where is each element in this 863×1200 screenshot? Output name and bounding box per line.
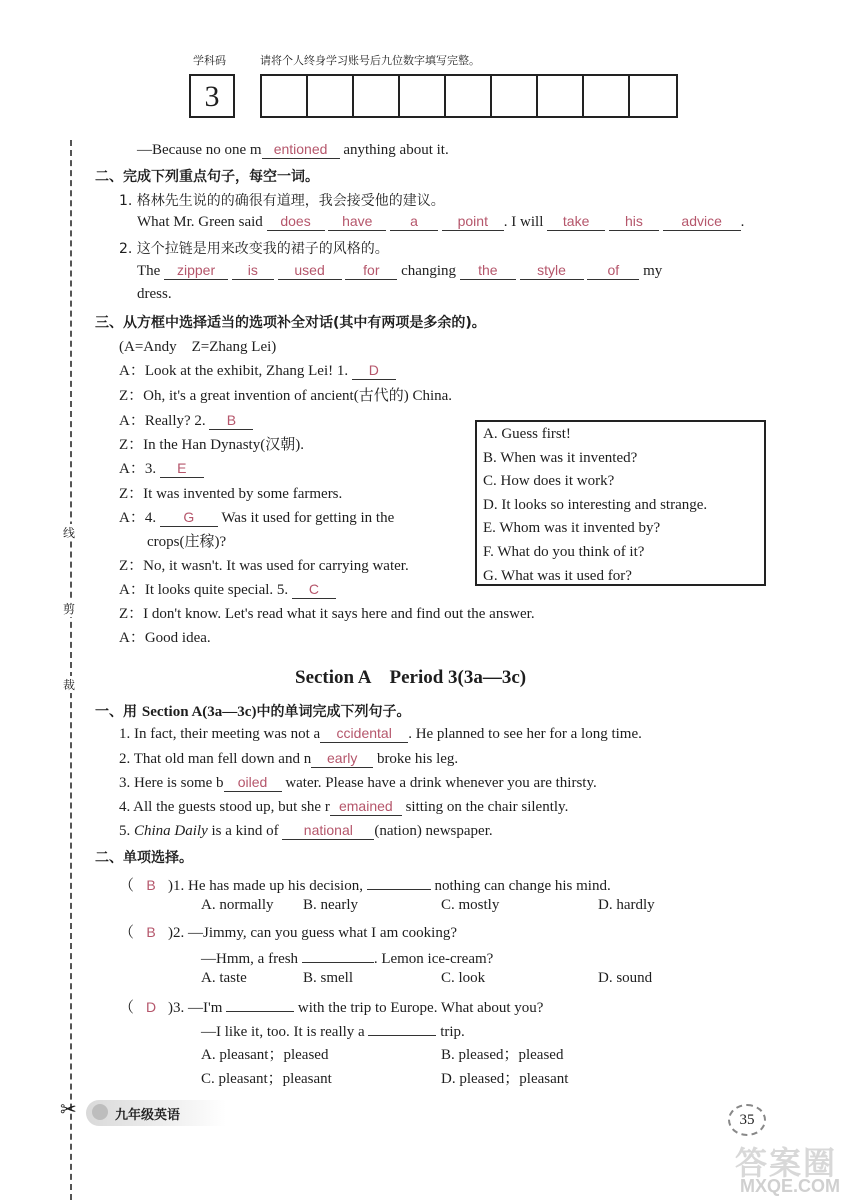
answer-blank: style bbox=[520, 262, 584, 280]
answer-blank: zipper bbox=[164, 262, 228, 280]
mc-q3-opt-a: A. pleasant；pleased bbox=[201, 1047, 329, 1063]
mc-stem: —Hmm, a fresh bbox=[201, 951, 299, 967]
dialog-line-6: Z：It was invented by some farmers. bbox=[119, 486, 343, 502]
part2-q2-zh: 2. 这个拉链是用来改变我的裙子的风格的。 bbox=[119, 241, 389, 257]
answer-blank: a bbox=[390, 213, 438, 231]
mc-q2-opt-d: D. sound bbox=[598, 970, 653, 986]
margin-label-xian: 线 bbox=[63, 526, 76, 540]
mc-q2-cont bbox=[201, 945, 493, 968]
q2-mid: changing bbox=[401, 263, 457, 279]
mc-answer: B bbox=[146, 877, 156, 893]
mc-q3-opt-c: C. pleasant；pleasant bbox=[201, 1071, 332, 1087]
s1-item-1 bbox=[119, 725, 642, 743]
answer-blank bbox=[226, 994, 294, 1012]
answer-blank: C bbox=[292, 581, 336, 599]
answer-blank: B bbox=[209, 412, 253, 430]
item-text: water. Please have a drink whenever you are thirsty. bbox=[285, 775, 597, 791]
margin-label-cai: 裁 bbox=[63, 678, 76, 692]
dialog-text: A：It looks quite special. 5. bbox=[119, 582, 289, 598]
mc-q1-opt-d: D. hardly bbox=[598, 897, 655, 913]
dialog-line-4: Z：In the Han Dynasty(汉朝). bbox=[119, 437, 304, 453]
item-italic: China Daily bbox=[134, 823, 208, 839]
item-text: 4. All the guests stood up, but she r bbox=[119, 799, 330, 815]
option-g: G. What was it used for? bbox=[483, 567, 632, 584]
dialog-text: A：Really? 2. bbox=[119, 413, 206, 429]
dialog-text: A：Look at the exhibit, Zhang Lei! 1. bbox=[119, 363, 349, 379]
answer-blank: for bbox=[345, 262, 397, 280]
mc-stem: with the trip to Europe. What about you? bbox=[297, 1000, 544, 1016]
digit-box[interactable] bbox=[538, 76, 584, 116]
part2-title: 二、完成下列重点句子，每空一词。 bbox=[95, 169, 319, 185]
mc-q2: （ B )2. —Jimmy, can you guess what I am cooking? bbox=[119, 924, 457, 941]
answer-blank bbox=[368, 1018, 436, 1036]
item-text: 1. In fact, their meeting was not a bbox=[119, 726, 321, 742]
subject-code-box bbox=[189, 74, 235, 118]
answer-blank: of bbox=[587, 262, 639, 280]
mc-answer: D bbox=[145, 999, 157, 1015]
footer-book-title: 九年级英语 bbox=[115, 1108, 181, 1123]
section-title: Section A Period 3(3a—3c) bbox=[295, 667, 527, 688]
dialog-line-12: A：Good idea. bbox=[119, 630, 211, 646]
answer-blank: his bbox=[609, 213, 659, 231]
q1-prefix: What Mr. Green said bbox=[137, 214, 263, 230]
mc-q1-opt-a: A. normally bbox=[201, 897, 274, 913]
mc-q1: （ B )1. He has made up his decision, nothing can change his mind. bbox=[119, 872, 611, 895]
option-d: D. It looks so interesting and strange. bbox=[483, 496, 708, 513]
subject-code-label: 学科码 bbox=[193, 54, 226, 67]
answer-blank: national bbox=[282, 822, 374, 840]
s1-item-4 bbox=[119, 798, 568, 816]
answer-blank: have bbox=[328, 213, 386, 231]
q1-end: . bbox=[740, 214, 745, 230]
dialog-line-11: Z：I don't know. Let's read what it says here and find out the answer. bbox=[119, 606, 535, 622]
mc-stem: . Lemon ice-cream? bbox=[373, 951, 494, 967]
dialog-line-1 bbox=[119, 359, 396, 380]
mc-q3-opt-b: B. pleased；pleased bbox=[441, 1047, 564, 1063]
option-a: A. Guess first! bbox=[483, 426, 571, 442]
item-text: 5. bbox=[119, 823, 134, 839]
s1-item-3 bbox=[119, 774, 597, 792]
answer-blank: early bbox=[311, 750, 373, 768]
part3-title: 三、从方框中选择适当的选项补全对话(其中有两项是多余的)。 bbox=[95, 315, 486, 331]
answer-blank: D bbox=[352, 362, 396, 380]
answer-blank: ccidental bbox=[320, 725, 408, 743]
options-box bbox=[475, 420, 766, 586]
subject-code-value: 3 bbox=[204, 80, 220, 113]
answer-blank: used bbox=[278, 262, 342, 280]
option-f: F. What do you think of it? bbox=[483, 543, 645, 560]
mc-q3-opt-d: D. pleased；pleasant bbox=[441, 1071, 569, 1087]
answer-blank: take bbox=[547, 213, 605, 231]
dialog-line-8: crops(庄稼)? bbox=[147, 534, 227, 550]
answer-blank: point bbox=[442, 213, 504, 231]
account-digit-boxes[interactable] bbox=[260, 74, 678, 118]
mc-q3: （ D )3. —I'm with the trip to Europe. What about you? bbox=[119, 994, 543, 1017]
part2-q1-en bbox=[137, 213, 744, 231]
q1-mid: . I will bbox=[503, 214, 544, 230]
answer-blank: the bbox=[460, 262, 516, 280]
watermark-logo: 答案圈 bbox=[735, 1144, 838, 1182]
option-c: C. How does it work? bbox=[483, 473, 615, 490]
cut-line-upper bbox=[70, 140, 72, 1200]
digit-box[interactable] bbox=[446, 76, 492, 116]
s1-title bbox=[95, 701, 410, 721]
s1-title-pre: 一、用 bbox=[95, 704, 142, 720]
dialog-line-9: Z：No, it wasn't. It was used for carrying water. bbox=[119, 558, 409, 574]
part2-q1-zh: 1. 格林先生说的的确很有道理，我会接受他的建议。 bbox=[119, 193, 445, 209]
q2-prefix: The bbox=[137, 263, 161, 279]
part3-roles: (A=Andy Z=Zhang Lei) bbox=[119, 339, 277, 355]
digit-box[interactable] bbox=[630, 76, 676, 116]
answer-blank: advice bbox=[663, 213, 741, 231]
mc-stem: )3. —I'm bbox=[168, 1000, 223, 1016]
part2-q2-wrap: dress. bbox=[137, 286, 172, 302]
mc-stem: —I like it, too. It is really a bbox=[201, 1024, 365, 1040]
page-number: 35 bbox=[739, 1112, 755, 1128]
answer-blank: emained bbox=[330, 798, 402, 816]
mc-q3-cont bbox=[201, 1018, 465, 1041]
dialog-line-7 bbox=[119, 506, 394, 527]
digit-box[interactable] bbox=[584, 76, 630, 116]
part2-q2-en bbox=[137, 262, 662, 280]
item-text: (nation) newspaper. bbox=[374, 823, 493, 839]
answer-blank: G bbox=[160, 509, 218, 527]
item-text: broke his leg. bbox=[376, 751, 459, 767]
digit-box[interactable] bbox=[492, 76, 538, 116]
because-suffix: anything about it. bbox=[343, 142, 449, 158]
dialog-line-2: Z：Oh, it's a great invention of ancient(古代的) China. bbox=[119, 388, 453, 404]
mc-q1-opt-c: C. mostly bbox=[441, 897, 500, 913]
item-text: 2. That old man fell down and n bbox=[119, 751, 312, 767]
scissors-icon: ✂ bbox=[60, 1097, 77, 1121]
option-b: B. When was it invented? bbox=[483, 449, 638, 466]
mc-stem: )1. He has made up his decision, bbox=[168, 878, 363, 894]
answer-blank: entioned bbox=[262, 141, 340, 159]
mc-answer: B bbox=[146, 924, 156, 940]
s1-title-post: 中的单词完成下列句子。 bbox=[256, 704, 411, 720]
item-text: 3. Here is some b bbox=[119, 775, 224, 791]
mc-q2-opt-a: A. taste bbox=[201, 970, 247, 986]
mc-stem: )2. —Jimmy, can you guess what I am cooking? bbox=[168, 925, 457, 941]
margin-label-jian: 剪 bbox=[63, 602, 76, 616]
digit-box[interactable] bbox=[308, 76, 354, 116]
page-number-badge bbox=[728, 1104, 766, 1136]
dialog-line-10 bbox=[119, 578, 336, 599]
dialog-text: A：3. bbox=[119, 461, 157, 477]
answer-blank bbox=[367, 872, 431, 890]
answer-blank: does bbox=[267, 213, 325, 231]
s2-title: 二、单项选择。 bbox=[95, 850, 193, 866]
answer-blank: E bbox=[160, 460, 204, 478]
item-text: . He planned to see her for a long time. bbox=[408, 726, 642, 742]
dialog-line-3 bbox=[119, 409, 253, 430]
s1-title-bold: Section A(3a—3c) bbox=[141, 704, 257, 720]
watermark-url: MXQE.COM bbox=[740, 1176, 841, 1196]
dialog-text: A：4. bbox=[119, 510, 157, 526]
answer-blank bbox=[302, 945, 374, 963]
mc-q2-opt-b: B. smell bbox=[303, 970, 354, 986]
dialog-line-5 bbox=[119, 457, 204, 478]
digit-box[interactable] bbox=[354, 76, 400, 116]
item-text: sitting on the chair silently. bbox=[405, 799, 569, 815]
s1-item-5 bbox=[119, 822, 493, 840]
option-e: E. Whom was it invented by? bbox=[483, 520, 661, 537]
item-text: is a kind of bbox=[207, 823, 279, 839]
footer-circle-icon bbox=[92, 1104, 108, 1120]
mc-stem: trip. bbox=[440, 1024, 465, 1040]
mc-q1-opt-b: B. nearly bbox=[303, 897, 358, 913]
mc-stem: nothing can change his mind. bbox=[434, 878, 611, 894]
because-line bbox=[137, 141, 449, 159]
mc-q2-opt-c: C. look bbox=[441, 970, 486, 986]
dialog-text: Was it used for getting in the bbox=[221, 510, 395, 526]
answer-blank: is bbox=[232, 262, 274, 280]
because-prefix: —Because no one m bbox=[137, 142, 262, 158]
account-instruction: 请将个人终身学习账号后九位数字填写完整。 bbox=[260, 54, 480, 67]
digit-box[interactable] bbox=[400, 76, 446, 116]
answer-blank: oiled bbox=[224, 774, 282, 792]
digit-box[interactable] bbox=[262, 76, 308, 116]
s1-item-2 bbox=[119, 750, 458, 768]
q2-end: my bbox=[643, 263, 663, 279]
